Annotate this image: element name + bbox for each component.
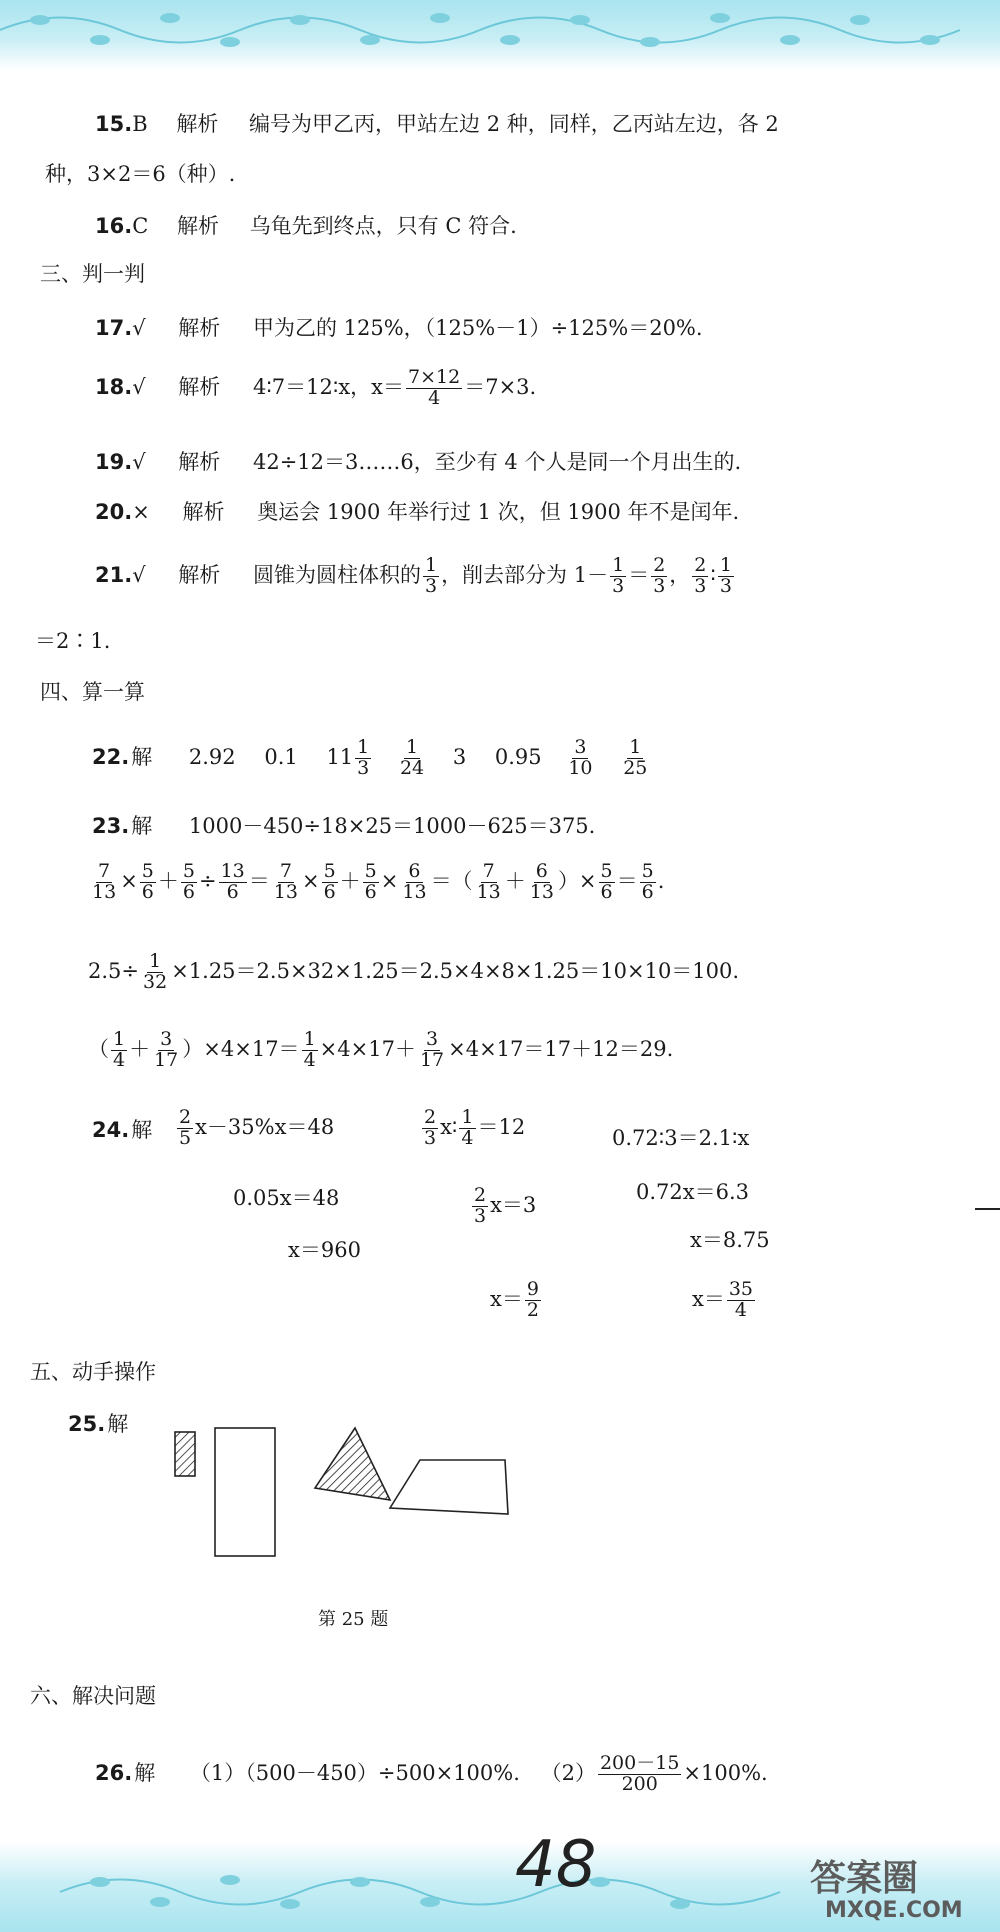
equation-col-2-line-1: $\frac{2}{3}$ x∶ $\frac{1}{4}$ ＝12 [424,1106,526,1149]
question-16 [95,210,517,240]
answer-mark: √ [132,316,146,340]
equation-col-1-line-3: x＝960 [288,1238,361,1262]
solution-part-2: ×100%. [683,1760,768,1785]
section-5-heading: 五、动手操作 [30,1360,156,1384]
question-22 [92,738,651,779]
fraction: $\frac{2}{3}$ [694,554,707,597]
question-21-cont [35,625,110,655]
question-25 [68,1408,128,1438]
equation-col-2-line-2: $\frac{2}{3}$ x＝3 [474,1184,537,1227]
analysis-text: 编号为甲乙丙，甲站左边 2 种，同样，乙丙站左边，各 2 [249,112,779,136]
fraction: $\frac{200-15}{200}$ [599,1752,680,1795]
analysis-label: 解析 [178,562,221,587]
equation-col-3-line-2: 0.72x＝6.3 [636,1180,749,1204]
fraction: $\frac{7\times 12}{4}$ [408,366,461,409]
question-number: 20. [95,500,133,524]
solution-part-1: （1）（500－450）÷500×100%. [189,1760,520,1785]
answer-value: 0.95 [494,744,542,769]
geometry-figure [160,1418,530,1568]
analysis-text: 圆锥为圆柱体积的 [252,562,421,587]
question-number: 24. [92,1118,130,1142]
question-17 [95,312,703,342]
watermark-logo: 答案圈 [810,1858,919,1899]
question-23 [92,810,595,840]
equation-col-1-line-2: 0.05x＝48 [233,1186,340,1210]
fraction: $\frac{1}{25}$ [623,736,648,779]
answer-value: 3 [452,744,467,769]
tall-rectangle [215,1428,275,1556]
analysis-text: ＝ [628,562,650,587]
analysis-text: ，削去部分为 1－ [441,562,609,587]
question-number: 18. [95,374,133,399]
solution-label: 解 [131,744,153,769]
answer-mark: √ [132,374,146,399]
question-26 [95,1754,768,1795]
analysis-text: 奥运会 1900 年举行过 1 次，但 1900 年不是闰年. [257,500,740,524]
fraction: $\frac{1}{3}$ [357,736,370,779]
solution-label: 解 [131,1118,153,1142]
hatched-small-rectangle [175,1432,195,1476]
analysis-label: 解析 [176,214,219,238]
question-15 [95,108,779,138]
analysis-text: 42÷12＝3……6，至少有 4 个人是同一个月出生的. [252,450,742,474]
question-number: 23. [92,814,130,838]
hatched-triangle [315,1428,390,1500]
fraction: $\frac{1}{3}$ [719,554,732,597]
question-number: 16. [95,214,133,238]
question-number: 22. [92,744,130,769]
analysis-label: 解析 [178,374,221,399]
analysis-label: 解析 [178,316,221,340]
analysis-text: 种，3×2＝6（种）. [45,162,236,186]
equation-col-1-line-1: $\frac{2}{5}$ x－35%x＝48 [179,1106,335,1149]
analysis-label: 解析 [182,500,225,524]
equation-line-3: 2.5÷ $\frac{1}{32}$ ×1.25＝2.5×32×1.25＝2.5×4×8×1.25＝10×10＝100. [88,950,740,993]
solution-label: 解 [131,814,153,838]
analysis-label: 解析 [178,450,221,474]
fraction: $\frac{1}{24}$ [399,736,425,779]
question-number: 15. [95,112,133,136]
analysis-text: ＝2∶1. [35,629,111,653]
answer-value: 2.92 [188,744,236,769]
section-4-heading: 四、算一算 [40,680,145,704]
equation-col-2-line-3: x＝ $\frac{9}{2}$ [490,1278,539,1321]
solution-label: 解 [107,1412,129,1436]
fraction: $\frac{1}{3}$ [612,554,625,597]
page-number: 48 [515,1828,597,1902]
question-number: 26. [95,1760,133,1785]
analysis-text: 甲为乙的 125%，（125%－1）÷125%＝20%. [252,316,703,340]
answer-value: 11 [326,744,354,769]
analysis-label: 解析 [176,112,219,136]
question-24 [92,1114,152,1144]
section-3-heading: 三、判一判 [40,262,145,286]
solution-label: 解 [134,1760,156,1785]
fraction: $\frac{2}{3}$ [653,554,666,597]
answer-value: 0.1 [264,744,298,769]
answer-letter: C [132,214,149,238]
answer-mark: √ [132,562,146,587]
section-6-heading: 六、解决问题 [30,1684,156,1708]
equation-line-4: （ $\frac{1}{4}$ ＋ $\frac{3}{17}$ ）×4×17＝ $\frac{1}{4}$ ×4×17＋ $\frac{3}{17}$ ×4×17＝17＋12＝29. [88,1028,674,1071]
fraction: $\frac{3}{10}$ [568,736,593,779]
question-21 [95,556,736,597]
trapezoid [390,1460,508,1514]
question-20 [95,496,739,526]
equation-line: 1000－450÷18×25＝1000－625＝375. [188,814,596,838]
question-19 [95,446,741,476]
analysis-text: ＝7×3. [464,374,537,399]
question-number: 25. [68,1412,106,1436]
answer-letter: B [132,112,148,136]
vine-decoration-top [0,0,1000,60]
question-number: 17. [95,316,133,340]
watermark-url: MXQE.COM [825,1898,963,1923]
question-number: 19. [95,450,133,474]
analysis-text: 4∶7＝12∶x，x＝ [252,374,405,399]
margin-mark [975,1208,1000,1210]
equation-col-3-line-3: x＝8.75 [690,1228,770,1252]
answer-mark: √ [132,450,146,474]
equation-line-2: $\frac{7}{13}$ × $\frac{5}{6}$ ＋ $\frac{5}{6}$ ÷ $\frac{13}{6}$ ＝ $\frac{7}{13}$ × $\frac{5}{6}$ ＋ $\frac{5}{6}$ × $\frac{6}{13}$ ＝（ $\frac{7}{13}$ ＋ $\frac{6}{13}$ ）× $\frac{5}{6}$ ＝ $\frac{5}{6}$ . [92,860,665,903]
analysis-text: 乌龟先到终点，只有 C 符合. [249,214,517,238]
figure-caption: 第 25 题 [318,1609,389,1630]
top-decorative-band [0,0,1000,70]
analysis-text: ， [669,562,691,587]
answer-mark: × [132,500,150,524]
analysis-text: ∶ [710,562,716,587]
fraction: $\frac{1}{3}$ [424,554,438,597]
equation-col-3-line-1: 0.72∶3＝2.1∶x [612,1126,750,1150]
equation-col-3-line-4: x＝ $\frac{35}{4}$ [692,1278,754,1321]
solution-part-2: （2） [540,1760,596,1785]
question-15-cont [45,158,235,188]
question-18 [95,368,536,409]
question-number: 21. [95,562,133,587]
